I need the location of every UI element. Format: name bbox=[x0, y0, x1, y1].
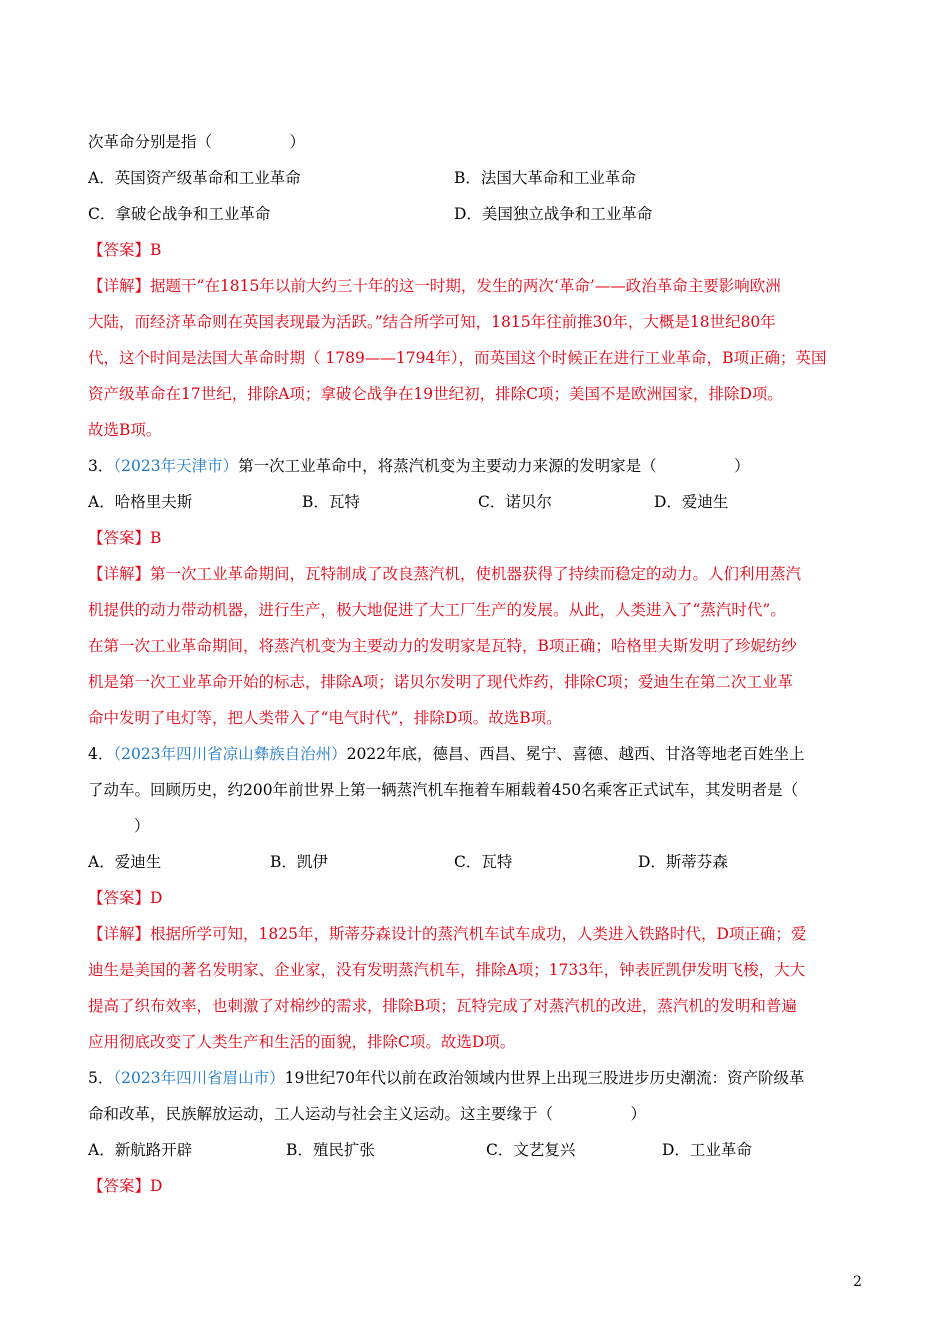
q2-option-b[interactable]: B．法国大革命和工业革命 bbox=[454, 169, 636, 187]
q4-detail-line-3: 提高了织布效率，也刺激了对棉纱的需求，排除B项；瓦特完成了对蒸汽机的改进，蒸汽机的发明和普遍 bbox=[88, 997, 797, 1015]
q3-detail-line-3: 在第一次工业革命期间，将蒸汽机变为主要动力的发明家是瓦特，B项正确；哈格里夫斯发明了珍妮纺纱 bbox=[88, 637, 797, 655]
question-number: 4． bbox=[88, 745, 114, 763]
q4-option-a[interactable]: A．爱迪生 bbox=[88, 853, 162, 871]
question-number: 3． bbox=[88, 457, 114, 475]
question-number: 5． bbox=[88, 1069, 114, 1087]
question-source: （2023年四川省凉山彝族自治州） bbox=[113, 745, 347, 763]
q2-options-row1 bbox=[88, 160, 864, 196]
q4-answer bbox=[88, 880, 864, 916]
q3-detail-line-1 bbox=[88, 556, 864, 592]
q4-option-d[interactable]: D．斯蒂芬森 bbox=[638, 853, 728, 871]
q3-option-a[interactable]: A．哈格里夫斯 bbox=[88, 493, 193, 511]
q3-option-d[interactable]: D．爱迪生 bbox=[654, 493, 729, 511]
question-source: （2023年天津市） bbox=[113, 457, 239, 475]
page-content bbox=[88, 124, 864, 1204]
q5-options bbox=[88, 1132, 864, 1168]
q3-stem bbox=[88, 448, 864, 484]
q4-stem-line-2: 了动车。回顾历史，约200年前世界上第一辆蒸汽机车拖着车厢载着450名乘客正式试车，其发明者是（ bbox=[88, 781, 799, 799]
q4-option-c[interactable]: C．瓦特 bbox=[454, 853, 513, 871]
q3-detail-line-4: 机是第一次工业革命开始的标志，排除A项；诺贝尔发明了现代炸药，排除C项；爱迪生在第二次工业革 bbox=[88, 673, 794, 691]
q3-answer bbox=[88, 520, 864, 556]
q3-option-c[interactable]: C．诺贝尔 bbox=[478, 493, 552, 511]
detail-text: 根据所学可知，1825年，斯蒂芬森设计的蒸汽机车试车成功，人类进入铁路时代，D项正确；爱 bbox=[150, 925, 807, 943]
detail-label: 【详解】 bbox=[88, 925, 151, 943]
q4-option-b[interactable]: B．凯伊 bbox=[270, 853, 328, 871]
q3-options bbox=[88, 484, 864, 520]
answer-label: 【答案】 bbox=[88, 1177, 151, 1195]
detail-label: 【详解】 bbox=[88, 565, 151, 583]
q2-detail-line-3: 代，这个时间是法国大革命时期（ 1789——1794年），而英国这个时候正在进行工业革命，B项正确；英国 bbox=[88, 349, 827, 367]
q4-options bbox=[88, 844, 864, 880]
question-text: 第一次工业革命中，将蒸汽机变为主要动力来源的发明家是（ ） bbox=[238, 457, 750, 475]
q2-detail-line-1 bbox=[88, 268, 864, 304]
q2-options-row2 bbox=[88, 196, 864, 232]
question-text: 2022年底，德昌、西昌、冕宁、喜德、越西、甘洛等地老百姓坐上 bbox=[346, 745, 805, 763]
q5-option-d[interactable]: D．工业革命 bbox=[662, 1141, 752, 1159]
detail-label: 【详解】 bbox=[88, 277, 151, 295]
q4-detail-line-2: 迪生是美国的著名发明家、企业家，没有发明蒸汽机车，排除A项；1733年，钟表匠凯伊发明飞梭，大大 bbox=[88, 961, 806, 979]
q3-option-b[interactable]: B．瓦特 bbox=[302, 493, 360, 511]
q2-detail-line-5: 故选B项。 bbox=[88, 421, 162, 439]
answer-label: 【答案】 bbox=[88, 529, 151, 547]
q5-option-c[interactable]: C．文艺复兴 bbox=[486, 1141, 576, 1159]
detail-text: 据题干“在1815年以前大约三十年的这一时期，发生的两次‘革命’——政治革命主要影响欧洲 bbox=[150, 277, 781, 295]
q4-detail-line-1 bbox=[88, 916, 864, 952]
q5-answer bbox=[88, 1168, 864, 1204]
q2-detail-line-4: 资产级革命在17世纪，排除A项；拿破仑战争在19世纪初，排除C项；美国不是欧洲国家，排除D项。 bbox=[88, 385, 783, 403]
answer-label: 【答案】 bbox=[88, 889, 151, 907]
q5-stem-line-2: 命和改革，民族解放运动，工人运动与社会主义运动。这主要缘于（ ） bbox=[88, 1105, 647, 1123]
q3-detail-line-5: 命中发明了电灯等，把人类带入了“电气时代”，排除D项。故选B项。 bbox=[88, 709, 562, 727]
q2-stem: 次革命分别是指（ ） bbox=[88, 133, 306, 151]
answer-label: 【答案】 bbox=[88, 241, 151, 259]
q4-stem-line-3: ） bbox=[134, 817, 150, 835]
q2-option-c[interactable]: C．拿破仑战争和工业革命 bbox=[88, 205, 271, 223]
question-text: 19世纪70年代以前在政治领域内世界上出现三股进步历史潮流：资产阶级革 bbox=[284, 1069, 805, 1087]
answer-value: B bbox=[150, 241, 162, 259]
q5-option-b[interactable]: B．殖民扩张 bbox=[286, 1141, 375, 1159]
q4-detail-line-4: 应用彻底改变了人类生产和生活的面貌，排除C项。故选D项。 bbox=[88, 1033, 516, 1051]
q3-detail-line-2: 机提供的动力带动机器，进行生产，极大地促进了大工厂生产的发展。从此，人类进入了“蒸汽时代”。 bbox=[88, 601, 786, 619]
detail-text: 第一次工业革命期间，瓦特制成了改良蒸汽机，使机器获得了持续而稳定的动力。人们利用蒸汽 bbox=[150, 565, 802, 583]
answer-value: B bbox=[150, 529, 162, 547]
page-number: 2 bbox=[853, 1274, 862, 1290]
q5-stem-line-1 bbox=[88, 1060, 864, 1096]
q2-detail-line-2: 大陆，而经济革命则在英国表现最为活跃。”结合所学可知，1815年往前推30年，大概是18世纪80年 bbox=[88, 313, 776, 331]
q2-answer bbox=[88, 232, 864, 268]
answer-value: D bbox=[150, 1177, 163, 1195]
question-source: （2023年四川省眉山市） bbox=[113, 1069, 285, 1087]
q2-option-d[interactable]: D．美国独立战争和工业革命 bbox=[454, 205, 653, 223]
q5-option-a[interactable]: A．新航路开辟 bbox=[88, 1141, 193, 1159]
answer-value: D bbox=[150, 889, 163, 907]
q2-option-a[interactable]: A．英国资产级革命和工业革命 bbox=[88, 169, 301, 187]
q4-stem-line-1 bbox=[88, 736, 864, 772]
